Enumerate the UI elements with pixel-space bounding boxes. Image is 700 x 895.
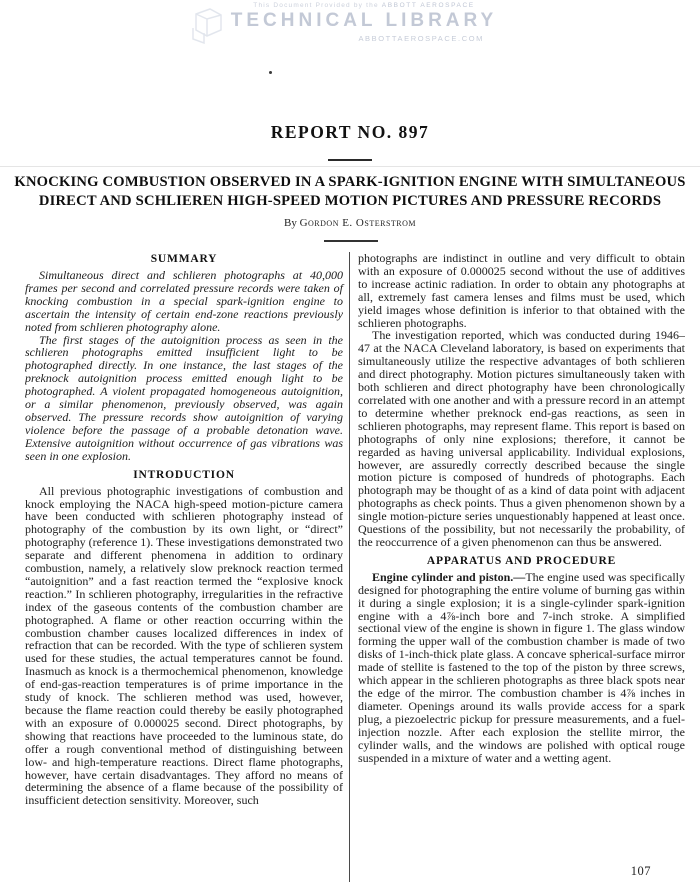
watermark-provider-name: ABBOTT AEROSPACE (381, 2, 475, 9)
byline (0, 217, 700, 229)
paper-title-line1: KNOCKING COMBUSTION OBSERVED IN A SPARK-IGNITION ENGINE WITH SIMULTANEOUS (14, 174, 686, 190)
left-column (25, 252, 348, 882)
report-number: REPORT NO. 897 (270, 122, 430, 142)
apparatus-body-text: The engine used was specifically designed for photographing the entire volume of burning gas within it during a single explosion; it is a single-cylinder spark-ignition engine with a 4⅞-inch bore and 7-inch stroke. A simplified sectional view of the engine is shown in figure 1. The glass window forming the upper wall of the combustion chamber is made of two disks of 1-inch-thick plate glass. A concave spherical-surface mirror made of stellite is fastened to the top of the piston by three screws, which appear in the schlieren photographs as three black spots near the edge of the mirror. The combustion chamber is 4⅞ inches in diameter. Openings around its walls provide access for a spark plug, a piezoelectric pickup for pressure measurements, and a fuel-injection nozzle. After each explosion the stellite mirror, the cylinder walls, and the windows are polished with optical rouge suspended in a mixture of water and a wetting agent. (358, 569, 685, 765)
summary-paragraph: The first stages of the autoignition process as seen in the schlieren photographs emitted insufficient light to be photographed directly. In one instance, the last stages of the preknock autoignition process emitted enough light to be photographed. A violent propagated homogeneous autoignition, or a similar phenomenon, previously observed, was again observed. The pressure records show autoignition of varying violence before the passage of a probable detonation wave. Extensive autoignition without occurrence of gas vibrations was seen in one explosion. (25, 332, 343, 463)
apparatus-paragraph (358, 571, 685, 765)
paper-title-line2: DIRECT AND SCHLIEREN HIGH-SPEED MOTION PICTURES AND PRESSURE RECORDS (38, 193, 662, 209)
apparatus-lead-in: Engine cylinder and piston.— (372, 569, 526, 584)
byline-by: By (283, 217, 297, 229)
watermark-stamp (186, 2, 542, 43)
apparatus-heading: APPARATUS AND PROCEDURE (426, 554, 617, 567)
right-column (350, 252, 685, 882)
introduction-heading: INTRODUCTION (133, 468, 235, 481)
investigation-paragraph: The investigation reported, which was conducted during 1946–47 at the NACA Cleveland laboratory, is based on experiments that simultaneously utilize the respective advantages of both schlieren and direct photography. Motion pictures simultaneously taken with both schlieren and direct photography have been chronologically correlated with one another and with a pressure record in an attempt to determine whether preknock end-gas reactions, as seen in schlieren photographs, may represent flame. This report is based on photographs of only nine explosions; therefore, it cannot be regarded as having universal applicability. Individual explosions, however, are assuredly correctly described because the single motion picture is composed of hundreds of photographs. Each photograph may be thought of as a kind of data point with adjacent photographs as check points. Thus a given phenomenon shown by a single motion-picture series unquestionably happened at least once. Questions of the possibility, but not necessarily the probability, of the reoccurrence of a given phenomenon can thus be answered. (358, 328, 685, 549)
watermark-provided-text: This Document Provided by the (253, 2, 379, 9)
faint-horizontal-rule (0, 166, 700, 167)
paper-title (10, 173, 690, 211)
abbott-aerospace-logo-icon (190, 6, 224, 44)
summary-paragraph: Simultaneous direct and schlieren photographs at 40,000 frames per second and correlated pressure records were taken of knocking combustion in a special spark-ignition engine to ascertain the intensity of certain end-zone reactions previously noted from schlieren photography alone. (25, 268, 343, 334)
summary-heading: SUMMARY (150, 253, 218, 265)
introduction-paragraph: All previous photographic investigations of combustion and knock employing the NACA high-speed motion-picture camera have been conducted with schlieren photography instead of photography of the combustion by its own light, or “direct” photography (reference 1). These investigations demonstrated two separate and different phenomena in addition to ordinary combustion, namely, a relatively slow preknock reaction termed “autoignition” and a fast reaction termed the “explosive knock reaction.” In schlieren photography, irregularities in the refractive index of the gaseous contents of the combustion chamber are photographed. A flame or other reaction occurring within the combustion chamber causes localized differences in index of refraction that can be recorded. With the type of schlieren system used for these studies, the actual temperatures cannot be found. Inasmuch as knock is a thermochemical phenomenon, knowledge of end-gas-reaction temperatures is of prime importance in the study of knock. The schlieren method was used, however, because the flame reaction could thereby be easily photographed with an exposure of 0.000025 second. Direct photographs, by showing that reactions have proceeded to the luminous state, do offer a rough conventional method of distinguishing between low- and high-temperature reactions. Direct flame photographs, however, have certain disadvantages. They afford no means of determining the absence of a flame because of the possibility of insufficient detection sensitivity. Moreover, such (25, 483, 344, 808)
introduction-paragraph-continuation: photographs are indistinct in outline and very difficult to obtain with an exposure of 0.000025 second without the use of additives to increase actinic radiation. In order to obtain any photographs at all, extremely fast camera lenses and films must be used, which yield images whose definition is inferior to that obtained with the schlieren photographs. (358, 252, 685, 330)
scan-ink-dot (269, 71, 272, 74)
title-separator-rule (328, 159, 372, 161)
byline-separator-rule (324, 240, 378, 242)
watermark-provided-line (186, 2, 542, 9)
watermark-library-title: TECHNICAL LIBRARY (230, 10, 498, 31)
watermark-site-url: ABBOTTAEROSPACE.COM (358, 34, 484, 43)
body-columns (25, 252, 685, 882)
author-name: Gordon E. Osterstrom (299, 217, 417, 229)
page-number: 107 (630, 864, 651, 878)
